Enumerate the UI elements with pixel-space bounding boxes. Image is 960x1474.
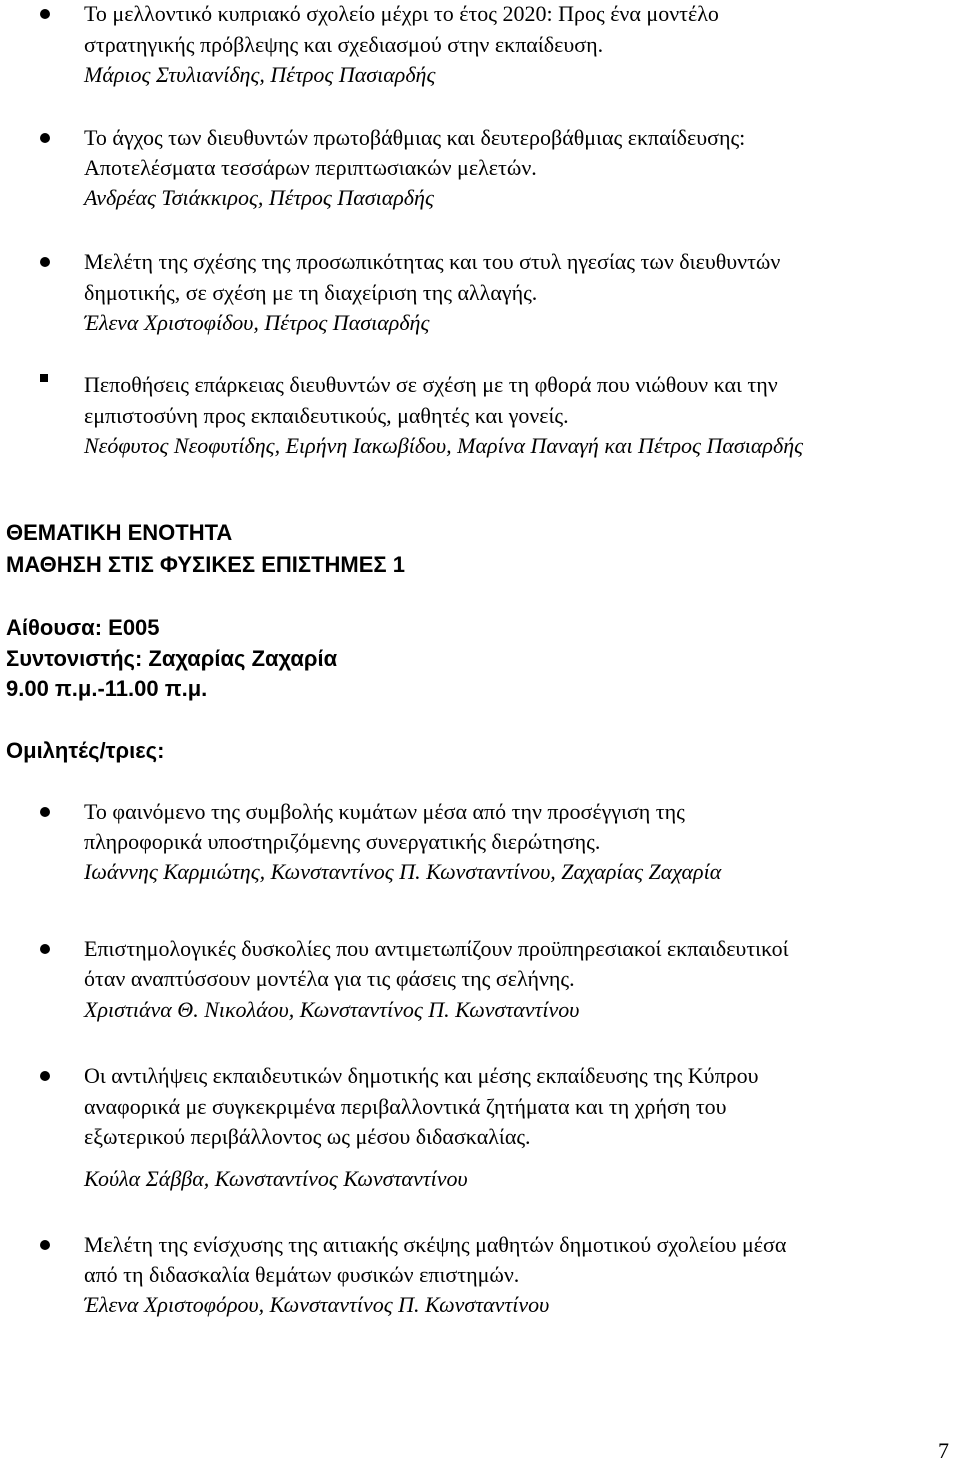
paper-title-line: αναφορικά με συγκεκριμένα περιβαλλοντικά ζητήματα και τη χρήση του (84, 1094, 727, 1119)
round-bullet (40, 1071, 50, 1081)
paper-title-line: εμπιστοσύνη προς εκπαιδευτικούς, μαθητές και γονείς. (84, 403, 569, 428)
paper-authors: Ανδρέας Τσιάκκιρος, Πέτρος Πασιαρδής (84, 185, 434, 210)
paper-title-line: στρατηγικής πρόβλεψης και σχεδιασμού στην εκπαίδευση. (84, 32, 604, 57)
round-bullet (40, 944, 50, 954)
paper-title-line: από τη διδασκαλία θεμάτων φυσικών επιστημών. (84, 1262, 520, 1287)
paper-title-line: Πεποθήσεις επάρκειας διευθυντών σε σχέση με τη φθορά που νιώθουν και την (84, 372, 778, 397)
session-coordinator: Συντονιστής: Ζαχαρίας Ζαχαρία (6, 646, 338, 671)
round-bullet (40, 1240, 50, 1250)
paper-title-line: Το μελλοντικό κυπριακό σχολείο μέχρι το έτος 2020: Προς ένα μοντέλο (84, 1, 719, 26)
paper-title-line: Αποτελέσματα τεσσάρων περιπτωσιακών μελετών. (84, 155, 537, 180)
session-time: 9.00 π.μ.-11.00 π.μ. (6, 676, 208, 701)
page-number: 7 (938, 1438, 949, 1463)
paper-title-line: Επιστημολογικές δυσκολίες που αντιμετωπίζουν προϋπηρεσιακοί εκπαιδευτικοί (84, 936, 789, 961)
square-bullet (40, 374, 48, 382)
round-bullet (40, 9, 50, 19)
paper-title-line: δημοτικής, σε σχέση με τη διαχείριση της αλλαγής. (84, 280, 538, 305)
session-title: ΜΑΘΗΣΗ ΣΤΙΣ ΦΥΣΙΚΕΣ ΕΠΙΣΤΗΜΕΣ 1 (6, 552, 405, 577)
round-bullet (40, 807, 50, 817)
paper-title-line: Το άγχος των διευθυντών πρωτοβάθμιας και δευτεροβάθμιας εκπαίδευσης: (84, 125, 746, 150)
paper-title-line: όταν αναπτύσσουν μοντέλα για τις φάσεις της σελήνης. (84, 966, 575, 991)
round-bullet (40, 133, 50, 143)
paper-title-line: πληροφορικά υποστηριζόμενης συνεργατικής διερώτησης. (84, 829, 601, 854)
paper-authors: Νεόφυτος Νεοφυτίδης, Ειρήνη Ιακωβίδου, Μαρίνα Παναγή και Πέτρος Πασιαρδής (84, 433, 804, 458)
paper-title-line: Οι αντιλήψεις εκπαιδευτικών δημοτικής και μέσης εκπαίδευσης της Κύπρου (84, 1063, 759, 1088)
paper-authors: Μάριος Στυλιανίδης, Πέτρος Πασιαρδής (84, 62, 436, 87)
session-room: Αίθουσα: Ε005 (6, 615, 160, 640)
session-label: ΘΕΜΑΤΙΚΗ ΕΝΟΤΗΤΑ (6, 520, 233, 545)
paper-title-line: Το φαινόμενο της συμβολής κυμάτων μέσα από την προσέγγιση της (84, 799, 685, 824)
round-bullet (40, 257, 50, 267)
paper-authors: Έλενα Χριστοφόρου, Κωνσταντίνος Π. Κωνσταντίνου (84, 1292, 550, 1317)
paper-authors: Κούλα Σάββα, Κωνσταντίνος Κωνσταντίνου (84, 1166, 468, 1191)
paper-title-line: εξωτερικού περιβάλλοντος ως μέσου διδασκαλίας. (84, 1124, 531, 1149)
speakers-label: Ομιλητές/τριες: (6, 738, 165, 763)
paper-authors: Ιωάννης Καρμιώτης, Κωνσταντίνος Π. Κωνσταντίνου, Ζαχαρίας Ζαχαρία (84, 859, 722, 884)
paper-authors: Έλενα Χριστοφίδου, Πέτρος Πασιαρδής (84, 310, 430, 335)
paper-authors: Χριστιάνα Θ. Νικολάου, Κωνσταντίνος Π. Κωνσταντίνου (84, 997, 580, 1022)
paper-title-line: Μελέτη της σχέσης της προσωπικότητας και του στυλ ηγεσίας των διευθυντών (84, 249, 781, 274)
paper-title-line: Μελέτη της ενίσχυσης της αιτιακής σκέψης μαθητών δημοτικού σχολείου μέσα (84, 1232, 787, 1257)
